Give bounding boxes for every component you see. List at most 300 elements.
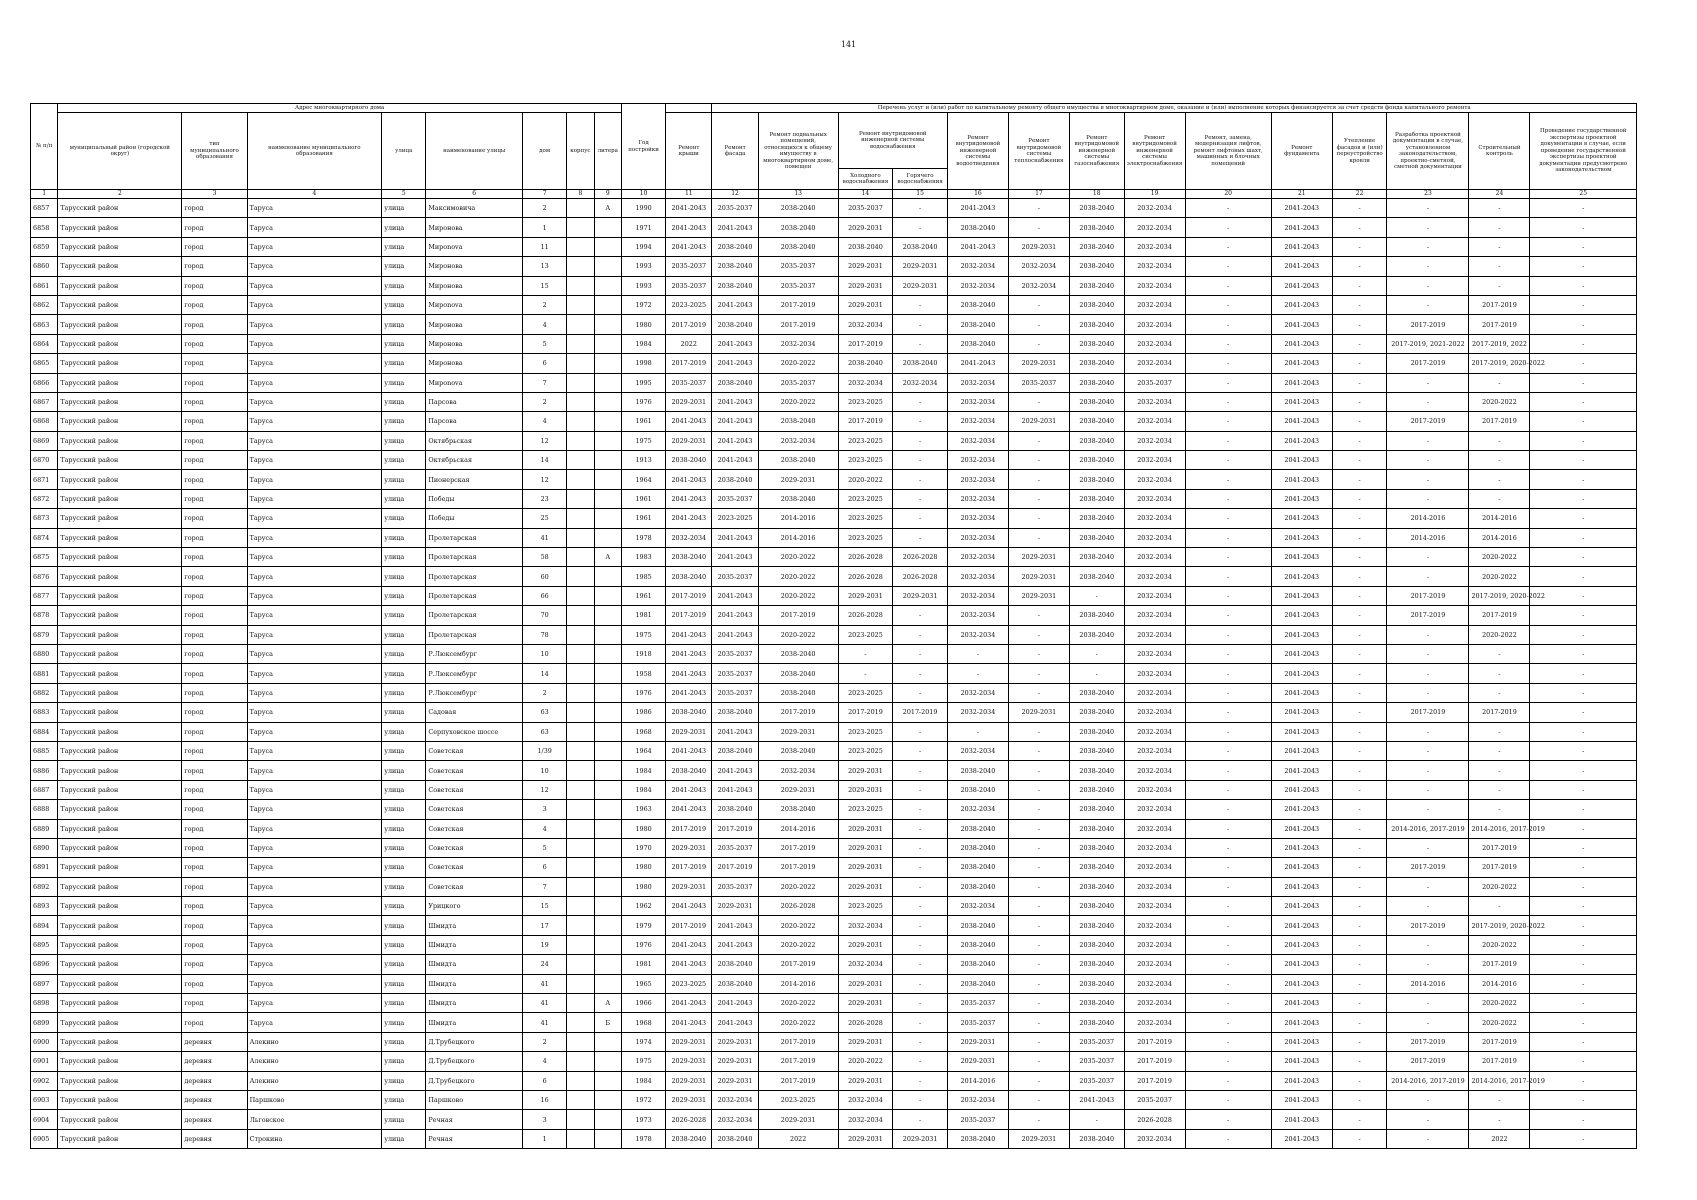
table-cell: - <box>893 431 948 450</box>
table-cell: 2029-2031 <box>1008 548 1069 567</box>
table-cell: Таруса <box>247 237 382 256</box>
table-cell: - <box>1069 586 1124 605</box>
table-cell: 2032-2034 <box>1124 800 1185 819</box>
table-cell: город <box>182 780 247 799</box>
table-cell: 6900 <box>31 1032 58 1051</box>
table-cell: 2041-2043 <box>712 761 758 780</box>
table-cell: - <box>1185 470 1271 489</box>
table-cell: 1973 <box>622 1110 666 1129</box>
table-cell: 2017-2019 <box>1469 1032 1530 1051</box>
table-cell: город <box>182 1013 247 1032</box>
table-cell: - <box>1387 257 1469 276</box>
column-number: 16 <box>947 190 1008 199</box>
table-cell: 2029-2031 <box>1008 354 1069 373</box>
table-cell: Тарусский район <box>58 897 182 916</box>
table-cell: 2017-2019, 2021-2022 <box>1387 334 1469 353</box>
table-cell: - <box>893 295 948 314</box>
table-cell: улица <box>382 1052 426 1071</box>
table-cell: 10 <box>523 761 567 780</box>
table-cell: 2038-2040 <box>1069 451 1124 470</box>
table-cell: Тарусский район <box>58 1032 182 1051</box>
table-cell: улица <box>382 315 426 334</box>
table-cell: - <box>1008 1110 1069 1129</box>
table-cell: 2014-2016, 2017-2019 <box>1469 819 1530 838</box>
table-cell: - <box>1185 994 1271 1013</box>
table-cell: 2020-2022 <box>758 916 838 935</box>
table-cell: город <box>182 354 247 373</box>
table-cell: улица <box>382 470 426 489</box>
table-cell: 2041-2043 <box>666 644 712 663</box>
table-cell: - <box>1469 276 1530 295</box>
table-cell: 2041-2043 <box>1271 1090 1332 1109</box>
table-cell: - <box>1530 257 1637 276</box>
table-cell: 2029-2031 <box>666 877 712 896</box>
table-cell: Тарусский район <box>58 257 182 276</box>
table-cell: - <box>1185 664 1271 683</box>
table-cell: - <box>1332 334 1387 353</box>
table-cell: Миронова <box>426 276 523 295</box>
table-cell: 2022 <box>666 334 712 353</box>
table-cell: 2017-2019, 2020-2022 <box>1469 586 1530 605</box>
table-row <box>31 703 1637 722</box>
table-cell <box>594 955 621 974</box>
table-cell: - <box>1332 1090 1387 1109</box>
table-cell: - <box>1530 1110 1637 1129</box>
table-cell: 2020-2022 <box>758 625 838 644</box>
table-cell: 78 <box>523 625 567 644</box>
table-cell: 2035-2037 <box>1069 1032 1124 1051</box>
table-cell: 2041-2043 <box>712 935 758 954</box>
table-cell: 2038-2040 <box>666 567 712 586</box>
table-cell: 2029-2031 <box>838 257 893 276</box>
table-cell: город <box>182 470 247 489</box>
table-cell: 2041-2043 <box>1271 412 1332 431</box>
table-cell: 2023-2025 <box>838 431 893 450</box>
table-cell: Таруса <box>247 916 382 935</box>
table-row <box>31 838 1637 857</box>
table-cell: 2041-2043 <box>1271 722 1332 741</box>
table-cell: 1970 <box>622 838 666 857</box>
table-cell: 2032-2034 <box>838 955 893 974</box>
table-cell: 2038-2040 <box>712 276 758 295</box>
table-cell: 6858 <box>31 218 58 237</box>
table-cell: 2029-2031 <box>838 877 893 896</box>
table-cell <box>567 431 594 450</box>
table-cell: 2041-2043 <box>712 548 758 567</box>
table-cell: 2035-2037 <box>712 644 758 663</box>
table-cell: 1994 <box>622 237 666 256</box>
table-cell: - <box>1008 470 1069 489</box>
table-cell: 70 <box>523 606 567 625</box>
table-cell: 2038-2040 <box>758 683 838 702</box>
table-cell: - <box>893 334 948 353</box>
table-cell: 2041-2043 <box>1271 470 1332 489</box>
table-cell: - <box>1469 451 1530 470</box>
table-cell: - <box>1008 315 1069 334</box>
table-cell: 2032-2034 <box>1124 916 1185 935</box>
table-cell: Таруса <box>247 683 382 702</box>
table-cell: - <box>1530 858 1637 877</box>
table-cell: 2017-2019, 2020-2022 <box>1469 916 1530 935</box>
table-cell: 2038-2040 <box>712 257 758 276</box>
table-cell: 2026-2028 <box>666 1110 712 1129</box>
table-cell: Б <box>594 1013 621 1032</box>
table-cell: 2038-2040 <box>947 295 1008 314</box>
table-cell: 2035-2037 <box>1008 373 1069 392</box>
table-cell: улица <box>382 974 426 993</box>
table-cell: - <box>1332 819 1387 838</box>
table-cell: 4 <box>523 315 567 334</box>
table-cell: - <box>893 741 948 760</box>
table-cell: 2014-2016, 2017-2019 <box>1469 1071 1530 1090</box>
table-cell: - <box>1530 218 1637 237</box>
table-cell: - <box>1530 703 1637 722</box>
table-cell: Таруса <box>247 509 382 528</box>
table-cell: - <box>1332 451 1387 470</box>
table-cell: 2038-2040 <box>758 218 838 237</box>
table-cell: - <box>893 1110 948 1129</box>
table-cell: 2029-2031 <box>1008 412 1069 431</box>
table-cell: 2038-2040 <box>712 741 758 760</box>
table-cell: - <box>1008 800 1069 819</box>
table-cell: 10 <box>523 644 567 663</box>
table-cell: 41 <box>523 974 567 993</box>
table-cell: Тарусский район <box>58 858 182 877</box>
table-cell: 2038-2040 <box>947 838 1008 857</box>
table-cell: - <box>1530 548 1637 567</box>
table-cell: - <box>1185 1071 1271 1090</box>
table-cell: - <box>1332 955 1387 974</box>
table-cell: Таруса <box>247 606 382 625</box>
table-row <box>31 295 1637 314</box>
table-cell <box>594 470 621 489</box>
table-cell: 2014-2016 <box>1387 528 1469 547</box>
table-cell: 2023-2025 <box>838 451 893 470</box>
table-cell: 2029-2031 <box>1008 237 1069 256</box>
table-cell: 2038-2040 <box>1069 625 1124 644</box>
table-cell: Тарусский район <box>58 218 182 237</box>
table-cell: 2041-2043 <box>1271 567 1332 586</box>
table-cell <box>567 741 594 760</box>
table-cell: 2038-2040 <box>1069 431 1124 450</box>
table-cell <box>594 1090 621 1109</box>
table-cell <box>567 916 594 935</box>
table-cell: - <box>1387 295 1469 314</box>
table-cell: 2029-2031 <box>666 1090 712 1109</box>
table-cell: Льговское <box>247 1110 382 1129</box>
table-cell <box>567 257 594 276</box>
table-cell: 6871 <box>31 470 58 489</box>
table-cell: 2022 <box>758 1129 838 1148</box>
table-cell: 2041-2043 <box>666 509 712 528</box>
table-cell: - <box>1469 1090 1530 1109</box>
table-cell: 2038-2040 <box>1069 897 1124 916</box>
table-cell: - <box>1185 257 1271 276</box>
table-cell: - <box>1008 606 1069 625</box>
table-cell: - <box>1387 722 1469 741</box>
table-cell: 2038-2040 <box>1069 838 1124 857</box>
table-cell: Тарусский район <box>58 412 182 431</box>
table-cell: город <box>182 606 247 625</box>
table-cell: деревня <box>182 1110 247 1129</box>
table-row <box>31 1013 1637 1032</box>
table-cell: 2038-2040 <box>1069 935 1124 954</box>
table-cell: - <box>893 819 948 838</box>
table-row <box>31 412 1637 431</box>
table-cell: 2029-2031 <box>838 819 893 838</box>
table-cell: 2032-2034 <box>712 1110 758 1129</box>
table-cell: - <box>1185 780 1271 799</box>
table-row <box>31 257 1637 276</box>
table-cell: - <box>1469 800 1530 819</box>
table-cell: - <box>1185 741 1271 760</box>
table-cell: - <box>1469 373 1530 392</box>
table-cell: 2041-2043 <box>712 625 758 644</box>
table-cell: 1963 <box>622 800 666 819</box>
table-cell: - <box>1008 334 1069 353</box>
table-cell: улица <box>382 1013 426 1032</box>
column-number: 2 <box>58 190 182 199</box>
table-cell: 2038-2040 <box>1069 354 1124 373</box>
col-header-mo-name: наименование муниципального образования <box>247 113 382 190</box>
table-row <box>31 354 1637 373</box>
table-cell: Таруса <box>247 819 382 838</box>
table-cell: - <box>1387 1129 1469 1148</box>
column-number: 10 <box>622 190 666 199</box>
table-cell: 2035-2037 <box>947 994 1008 1013</box>
table-cell: - <box>1332 295 1387 314</box>
table-cell: - <box>1185 722 1271 741</box>
table-cell: 2041-2043 <box>712 431 758 450</box>
table-cell: - <box>893 974 948 993</box>
table-cell: 2032-2034 <box>1124 897 1185 916</box>
table-cell: Д.Трубецкого <box>426 1071 523 1090</box>
table-cell: 2041-2043 <box>1271 741 1332 760</box>
register-table-wrap <box>30 103 1637 1149</box>
table-cell: - <box>893 470 948 489</box>
col-header-year: Год постройки <box>622 104 666 190</box>
table-cell: 2038-2040 <box>1069 315 1124 334</box>
table-cell: 2023-2025 <box>838 528 893 547</box>
table-cell: - <box>893 315 948 334</box>
table-cell: 2032-2034 <box>1124 625 1185 644</box>
table-cell: - <box>1387 431 1469 450</box>
table-cell: Советская <box>426 800 523 819</box>
table-cell: улица <box>382 489 426 508</box>
table-cell <box>594 703 621 722</box>
table-cell: 2038-2040 <box>1069 994 1124 1013</box>
table-cell: 2017-2019 <box>666 586 712 605</box>
table-cell: 2032-2034 <box>1124 567 1185 586</box>
table-cell: 2023-2025 <box>666 295 712 314</box>
table-cell: Шмидта <box>426 916 523 935</box>
table-cell: - <box>1332 625 1387 644</box>
table-cell: улица <box>382 644 426 663</box>
table-cell: 1980 <box>622 877 666 896</box>
table-cell: 2038-2040 <box>758 237 838 256</box>
table-cell: 2038-2040 <box>1069 877 1124 896</box>
table-cell: 2017-2019 <box>1124 1052 1185 1071</box>
table-cell: улица <box>382 412 426 431</box>
table-cell: 1980 <box>622 315 666 334</box>
table-cell: - <box>1530 722 1637 741</box>
table-cell: - <box>1530 644 1637 663</box>
table-cell: город <box>182 509 247 528</box>
table-cell: 2032-2034 <box>1124 470 1185 489</box>
table-row <box>31 800 1637 819</box>
table-cell: 2029-2031 <box>1008 1129 1069 1148</box>
table-cell: 2038-2040 <box>758 412 838 431</box>
table-cell: 66 <box>523 586 567 605</box>
table-cell: Тарусский район <box>58 199 182 218</box>
table-cell: город <box>182 218 247 237</box>
table-cell: - <box>1530 509 1637 528</box>
table-cell: деревня <box>182 1071 247 1090</box>
table-cell <box>567 237 594 256</box>
table-row <box>31 761 1637 780</box>
table-cell: - <box>1530 567 1637 586</box>
table-cell: Таруса <box>247 800 382 819</box>
table-cell: 2038-2040 <box>758 199 838 218</box>
table-cell: 2041-2043 <box>712 780 758 799</box>
table-row <box>31 237 1637 256</box>
table-cell: - <box>1530 838 1637 857</box>
table-cell: - <box>1332 935 1387 954</box>
table-cell <box>567 625 594 644</box>
table-cell: - <box>1185 509 1271 528</box>
table-cell: А <box>594 994 621 1013</box>
table-cell: - <box>1387 683 1469 702</box>
table-cell: - <box>1185 819 1271 838</box>
table-cell: 6890 <box>31 838 58 857</box>
table-cell <box>594 1052 621 1071</box>
table-cell: 2032-2034 <box>666 528 712 547</box>
table-cell: - <box>1530 1090 1637 1109</box>
table-cell: 2017-2019 <box>1469 606 1530 625</box>
col-header-house: дом <box>523 113 567 190</box>
table-cell: 2029-2031 <box>893 276 948 295</box>
table-cell: 2032-2034 <box>1124 858 1185 877</box>
table-cell: 6866 <box>31 373 58 392</box>
table-cell: Таруса <box>247 955 382 974</box>
table-cell: 2038-2040 <box>1069 373 1124 392</box>
table-cell: - <box>947 644 1008 663</box>
table-cell: 2041-2043 <box>1271 858 1332 877</box>
table-cell: - <box>1530 295 1637 314</box>
table-cell: 2041-2043 <box>666 412 712 431</box>
table-cell: - <box>1530 1013 1637 1032</box>
table-cell: 2032-2034 <box>947 741 1008 760</box>
table-cell <box>594 528 621 547</box>
table-cell: - <box>893 800 948 819</box>
table-cell: 2041-2043 <box>1271 509 1332 528</box>
table-cell: 2038-2040 <box>838 237 893 256</box>
table-cell: А <box>594 548 621 567</box>
table-cell: 6899 <box>31 1013 58 1032</box>
table-cell: 2014-2016 <box>1469 974 1530 993</box>
table-cell: 2023-2025 <box>838 897 893 916</box>
table-cell: 2032-2034 <box>1124 586 1185 605</box>
table-cell: 6863 <box>31 315 58 334</box>
table-cell: 15 <box>523 276 567 295</box>
table-cell: - <box>1530 528 1637 547</box>
table-cell: - <box>1332 1032 1387 1051</box>
table-cell: 2029-2031 <box>838 761 893 780</box>
table-cell: 2038-2040 <box>947 218 1008 237</box>
table-cell: улица <box>382 838 426 857</box>
table-cell: город <box>182 994 247 1013</box>
table-cell <box>567 334 594 353</box>
table-cell: - <box>893 761 948 780</box>
table-cell: 2029-2031 <box>666 392 712 411</box>
table-cell: - <box>1008 683 1069 702</box>
table-cell: улица <box>382 567 426 586</box>
table-cell: 2032-2034 <box>1124 528 1185 547</box>
table-cell: - <box>1387 800 1469 819</box>
table-cell: 1976 <box>622 392 666 411</box>
table-cell: деревня <box>182 1032 247 1051</box>
table-cell: Тарусский район <box>58 334 182 353</box>
table-cell: улица <box>382 664 426 683</box>
table-cell: 2 <box>523 295 567 314</box>
table-cell <box>594 780 621 799</box>
table-cell: 2 <box>523 392 567 411</box>
table-cell: 2038-2040 <box>1069 606 1124 625</box>
table-cell: Таруса <box>247 625 382 644</box>
table-cell <box>567 412 594 431</box>
table-cell <box>594 1071 621 1090</box>
table-cell: 1975 <box>622 625 666 644</box>
table-cell <box>567 1110 594 1129</box>
table-cell: 2041-2043 <box>1271 392 1332 411</box>
table-cell: - <box>1008 644 1069 663</box>
table-cell: 1961 <box>622 412 666 431</box>
table-cell: 2038-2040 <box>1069 683 1124 702</box>
table-cell: 6 <box>523 354 567 373</box>
table-cell: 2029-2031 <box>758 722 838 741</box>
table-cell: 2038-2040 <box>666 548 712 567</box>
table-cell: 2029-2031 <box>838 295 893 314</box>
table-cell: город <box>182 955 247 974</box>
table-cell: 2017-2019 <box>1387 586 1469 605</box>
table-cell: Тарусский район <box>58 528 182 547</box>
table-row <box>31 199 1637 218</box>
table-cell: - <box>1530 935 1637 954</box>
column-number: 23 <box>1387 190 1469 199</box>
table-cell: - <box>1530 1129 1637 1148</box>
table-cell: - <box>1185 1032 1271 1051</box>
table-cell: Таруса <box>247 780 382 799</box>
table-cell: 2023-2025 <box>838 800 893 819</box>
table-cell: 2032-2034 <box>1124 761 1185 780</box>
table-cell: Шмидта <box>426 974 523 993</box>
table-cell: 2032-2034 <box>1124 741 1185 760</box>
table-cell: Таруса <box>247 703 382 722</box>
table-cell: Советская <box>426 858 523 877</box>
table-cell: 2032-2034 <box>838 1110 893 1129</box>
table-cell: Таруса <box>247 994 382 1013</box>
table-cell: 2038-2040 <box>712 237 758 256</box>
table-cell: город <box>182 741 247 760</box>
table-cell: - <box>1387 935 1469 954</box>
table-cell: - <box>1530 819 1637 838</box>
table-cell: 2038-2040 <box>1069 800 1124 819</box>
table-row <box>31 974 1637 993</box>
table-cell: 2041-2043 <box>1271 974 1332 993</box>
table-cell <box>567 1052 594 1071</box>
table-cell: Строкина <box>247 1129 382 1148</box>
table-cell: - <box>1387 470 1469 489</box>
